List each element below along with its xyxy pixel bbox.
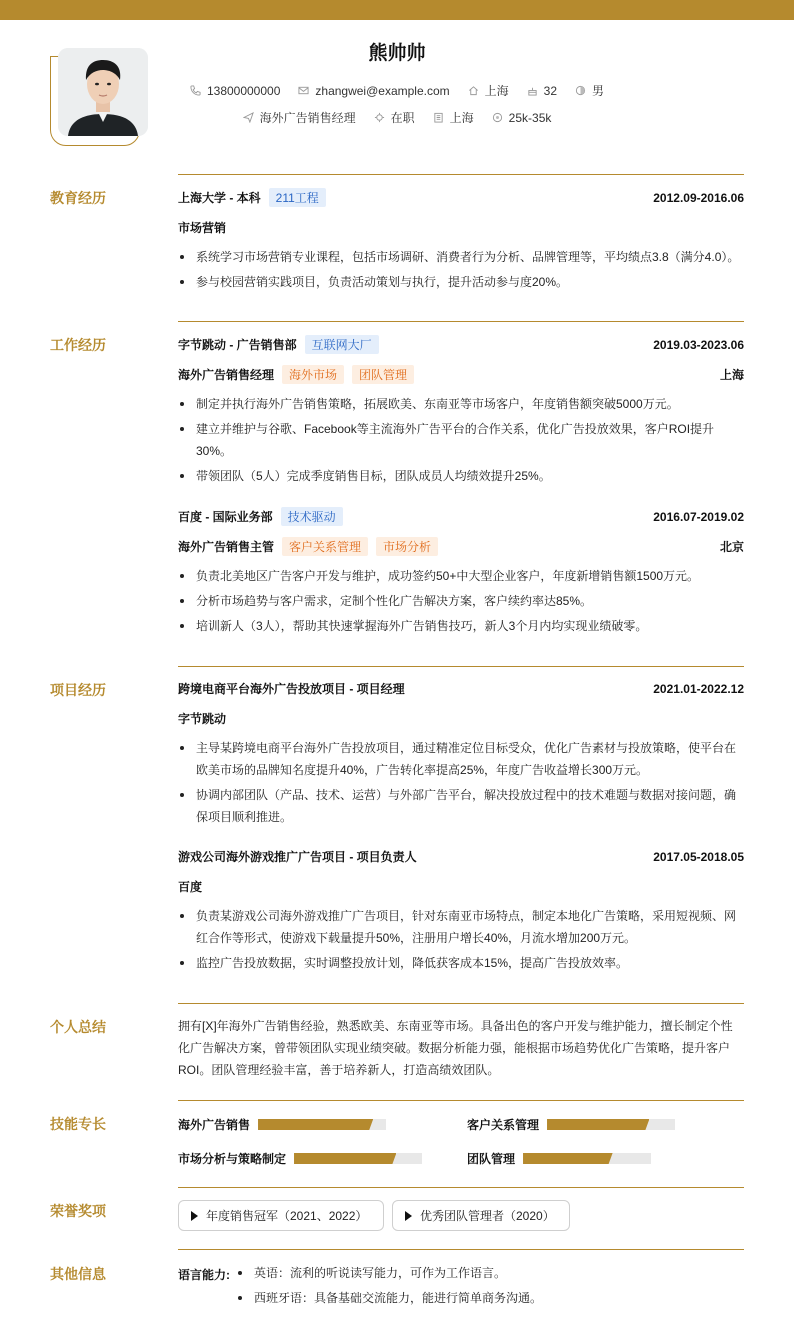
company-tag: 技术驱动 (281, 507, 343, 526)
project-date: 2021.01-2022.12 (653, 681, 744, 696)
work-2-bullets (178, 565, 744, 640)
email-item (298, 84, 449, 98)
education-date: 2012.09-2016.06 (653, 190, 744, 205)
list-item: 制定并执行海外广告销售策略，拓展欧美、东南亚等市场客户，年度销售额突破5000万元。 (178, 393, 744, 415)
project-name: 跨境电商平台海外广告投放项目 - 项目经理 (178, 682, 405, 696)
skill-level-bar (523, 1153, 651, 1164)
education-divider (178, 174, 744, 175)
project-1-bullets (178, 737, 744, 831)
salary-icon (492, 112, 503, 123)
age-item (527, 84, 557, 98)
email-text: zhangwei@example.com (315, 83, 450, 98)
list-item: 主导某跨境电商平台海外广告投放项目，通过精准定位目标受众，优化广告素材与投放策略，使平台在欧美市场的品牌知名度提升40%，广告转化率提高25%，年度广告收益增长300万元。 (178, 737, 744, 781)
list-item: 西班牙语：具备基础交流能力，能进行简单商务沟通。 (236, 1287, 744, 1309)
language-list (236, 1262, 744, 1312)
project-1-header-row (178, 680, 744, 697)
target-city-item (433, 109, 474, 126)
work-2-title-row (178, 537, 744, 556)
skill-item (178, 1150, 422, 1167)
education-bullets (178, 246, 744, 296)
job-title: 海外广告销售经理 (178, 368, 275, 382)
skill-item (178, 1116, 386, 1133)
job-tag: 客户关系管理 (282, 537, 368, 556)
job-title: 海外广告销售主管 (178, 540, 275, 554)
skill-level-bar (547, 1119, 675, 1130)
project-org: 字节跳动 (178, 712, 227, 726)
project-2-bullets (178, 905, 744, 977)
skill-level-fill (294, 1153, 396, 1164)
company-name: 字节跳动 - 广告销售部 (178, 338, 297, 352)
skill-level-bar (258, 1119, 386, 1130)
status-icon (374, 112, 385, 123)
list-item: 英语：流利的听说读写能力，可作为工作语言。 (236, 1262, 744, 1284)
projects-section-title: 项目经历 (50, 682, 106, 698)
other-divider (178, 1249, 744, 1250)
list-item: 带领团队（5人）完成季度销售目标，团队成员人均绩效提升25%。 (178, 465, 744, 487)
work-divider (178, 321, 744, 322)
summary-divider (178, 1003, 744, 1004)
project-2-org-row (178, 878, 744, 895)
company-name: 百度 - 国际业务部 (178, 510, 273, 524)
job-tag: 团队管理 (352, 365, 414, 384)
skill-name: 市场分析与策略制定 (178, 1152, 287, 1166)
send-icon (243, 112, 254, 123)
award-item (178, 1200, 384, 1231)
work-city: 上海 (719, 368, 744, 382)
job-tag: 海外市场 (282, 365, 344, 384)
work-1-header-row (178, 335, 744, 354)
list-item: 建立并维护与谷歌、Facebook等主流海外广告平台的合作关系，优化广告投放效果，客户ROI提升30%。 (178, 418, 744, 462)
candidate-name: 熊帅帅 (368, 43, 426, 64)
summary-section-title: 个人总结 (50, 1019, 106, 1035)
list-item: 培训新人（3人），帮助其快速掌握海外广告销售技巧，新人3个月内均实现业绩破零。 (178, 615, 744, 637)
status-item (374, 109, 415, 126)
school-tag: 211工程 (269, 188, 326, 207)
work-1-title-row (178, 365, 744, 384)
triangle-right-icon (191, 1211, 198, 1221)
status-text: 在职 (390, 111, 415, 125)
list-item: 负责北美地区广告客户开发与维护，成功签约50+中大型企业客户，年度新增销售额1500万元。 (178, 565, 744, 587)
education-section-title: 教育经历 (50, 190, 106, 206)
other-section-title: 其他信息 (50, 1266, 106, 1282)
list-item: 参与校园营销实践项目，负责活动策划与执行，提升活动参与度20%。 (178, 271, 744, 293)
salary-text: 25k-35k (508, 110, 552, 125)
skill-level-fill (547, 1119, 649, 1130)
phone-item (190, 84, 280, 98)
list-item: 系统学习市场营销专业课程，包括市场调研、消费者行为分析、品牌管理等，平均绩点3.8（满分4.0）。 (178, 246, 744, 268)
triangle-right-icon (405, 1211, 412, 1221)
skill-level-fill (523, 1153, 613, 1164)
skill-level-fill (258, 1119, 373, 1130)
skill-name: 团队管理 (467, 1152, 516, 1166)
award-item (392, 1200, 570, 1231)
salary-item (492, 111, 552, 125)
job-tag: 市场分析 (376, 537, 438, 556)
project-1-org-row (178, 710, 744, 727)
location-item (468, 82, 509, 99)
list-item: 协调内部团队（产品、技术、运营）与外部广告平台，解决投放过程中的技术难题与数据对接问题，确保项目顺利推进。 (178, 784, 744, 828)
project-2-header-row (178, 848, 744, 865)
job-info-row (0, 109, 794, 126)
skills-divider (178, 1100, 744, 1101)
honors-divider (178, 1187, 744, 1188)
list-item: 分析市场趋势与客户需求，定制个性化广告解决方案，客户续约率达85%。 (178, 590, 744, 612)
language-label: 语言能力: (178, 1268, 230, 1282)
gender-icon (575, 85, 586, 96)
work-1-bullets (178, 393, 744, 490)
company-tag: 互联网大厂 (305, 335, 379, 354)
phone-text: 13800000000 (206, 83, 281, 98)
work-section-title: 工作经历 (50, 337, 106, 353)
phone-icon (190, 85, 201, 96)
education-header-row (178, 188, 744, 207)
summary-text: 拥有[X]年海外广告销售经验，熟悉欧美、东南亚等市场。具备出色的客户开发与维护能力，擅长制定个性化广告解决方案，曾带领团队实现业绩突破。数据分析能力强，能根据市场趋势优化广告策略，提升客户ROI。团队管理经验丰富，善于培养新人，打造高绩效团队。 (178, 1019, 733, 1077)
honors-section-title: 荣誉奖项 (50, 1203, 106, 1219)
age-text: 32 (543, 83, 558, 98)
list-item: 监控广告投放数据，实时调整投放计划，降低获客成本15%，提高广告投放效率。 (178, 952, 744, 974)
target-position-item (243, 109, 356, 126)
school-name: 上海大学 - 本科 (178, 191, 261, 205)
target-position-text: 海外广告销售经理 (259, 111, 356, 125)
award-text: 年度销售冠军（2021、2022） (206, 1209, 368, 1223)
home-icon (468, 85, 479, 96)
list-item: 负责某游戏公司海外游戏推广广告项目，针对东南亚市场特点，制定本地化广告策略，采用短视频、网红合作等形式，使游戏下载量提升50%，注册用户增长40%，月流水增加200万元。 (178, 905, 744, 949)
mail-icon (298, 85, 309, 96)
skills-section-title: 技能专长 (50, 1116, 106, 1132)
project-name: 游戏公司海外游戏推广广告项目 - 项目负责人 (178, 850, 417, 864)
work-date: 2016.07-2019.02 (653, 509, 744, 524)
work-date: 2019.03-2023.06 (653, 337, 744, 352)
education-major-row (178, 219, 744, 236)
major-name: 市场营销 (178, 221, 227, 235)
contact-info-row (0, 82, 794, 99)
gender-item (575, 82, 604, 99)
skill-item (467, 1116, 675, 1133)
projects-divider (178, 666, 744, 667)
top-accent-bar (0, 0, 794, 20)
skill-level-bar (294, 1153, 422, 1164)
target-city-text: 上海 (449, 111, 474, 125)
skill-name: 客户关系管理 (467, 1118, 540, 1132)
gender-text: 男 (592, 84, 605, 98)
award-text: 优秀团队管理者（2020） (420, 1209, 555, 1223)
project-date: 2017.05-2018.05 (653, 849, 744, 864)
building-icon (433, 112, 444, 123)
skill-item (467, 1150, 651, 1167)
skill-name: 海外广告销售 (178, 1118, 251, 1132)
work-2-header-row (178, 507, 744, 526)
location-text: 上海 (484, 84, 509, 98)
project-org: 百度 (178, 880, 203, 894)
age-icon (527, 85, 538, 96)
work-city: 北京 (719, 540, 744, 554)
